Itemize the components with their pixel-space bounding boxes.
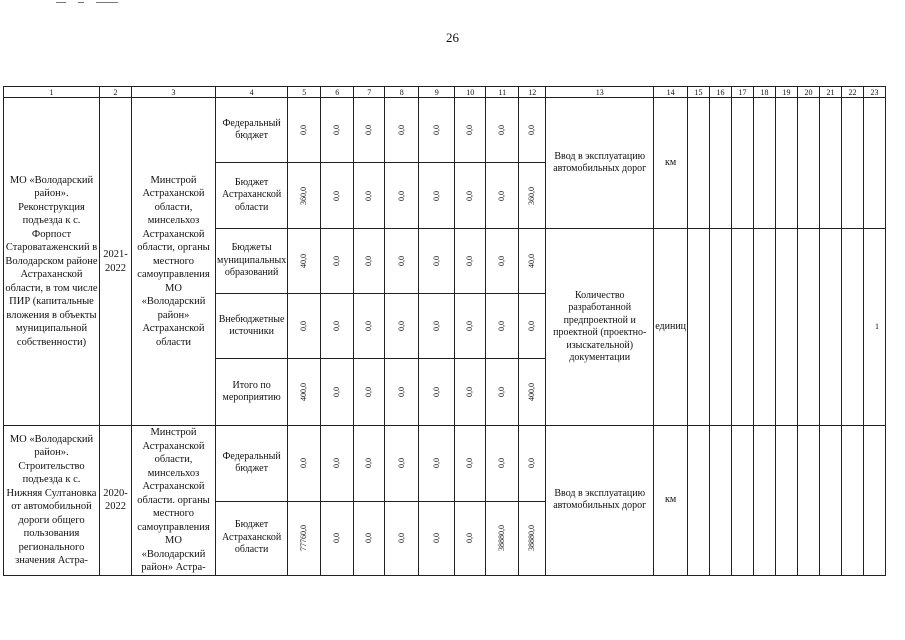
object-name-cell: МО «Володарский район». Строительство подъезда к с. Нижняя Султановка от автомобильной дороги общего пользования регионального значения Астра- [4,426,100,576]
value-cell: 400,0 [519,359,546,426]
column-number: 1 [4,87,100,98]
value-cell: 0,0 [354,294,385,359]
column-number: 12 [519,87,546,98]
empty-cell [754,229,776,426]
period-cell: 2020-2022 [100,426,132,576]
column-number: 18 [754,87,776,98]
value-cell: 0,0 [354,98,385,163]
empty-cell [710,98,732,229]
page-number: 26 [446,30,459,45]
value-cell: 0,0 [455,229,486,294]
column-number: 9 [419,87,455,98]
column-number: 14 [654,87,688,98]
indicator-value-cell [864,98,886,229]
value-cell: 0,0 [455,501,486,575]
value-cell: 400,0 [288,359,321,426]
value-cell: 0,0 [519,294,546,359]
value-cell: 0,0 [288,426,321,502]
indicator-unit-cell: км [654,98,688,229]
empty-cell [754,98,776,229]
value-cell: 0,0 [354,359,385,426]
value-cell: 0,0 [385,294,419,359]
column-number: 19 [776,87,798,98]
column-number: 13 [546,87,654,98]
value-cell: 0,0 [455,294,486,359]
empty-cell [776,229,798,426]
empty-cell [754,426,776,576]
value-cell: 0,0 [519,98,546,163]
value-cell: 0,0 [385,98,419,163]
value-cell: 40,0 [288,229,321,294]
empty-cell [710,426,732,576]
value-cell: 360,0 [288,163,321,229]
column-number: 21 [820,87,842,98]
value-cell: 0,0 [486,98,519,163]
empty-cell [798,426,820,576]
value-cell: 0,0 [321,98,354,163]
value-cell: 0,0 [455,426,486,502]
column-number: 8 [385,87,419,98]
funding-source-cell: Бюджет Астраханской области [216,163,288,229]
indicator-name-cell: Ввод в эксплуатацию автомобильных дорог [546,426,654,576]
value-cell: 0,0 [354,163,385,229]
column-number: 2 [100,87,132,98]
indicator-value-cell [864,426,886,576]
column-number: 16 [710,87,732,98]
column-number: 4 [216,87,288,98]
period-cell: 2021-2022 [100,98,132,426]
indicator-name-cell: Количество разработанной предпроектной и проектной (проектно-изыскательной) документации [546,229,654,426]
empty-cell [688,229,710,426]
empty-cell [776,98,798,229]
empty-cell [820,426,842,576]
value-cell: 38880,0 [519,501,546,575]
value-cell: 0,0 [321,229,354,294]
column-number: 7 [354,87,385,98]
value-cell: 360,0 [519,163,546,229]
value-cell: 0,0 [419,426,455,502]
indicator-unit-cell: единиц [654,229,688,426]
column-number: 23 [864,87,886,98]
value-cell: 0,0 [419,294,455,359]
funding-source-cell: Итого по мероприятию [216,359,288,426]
value-cell: 0,0 [288,98,321,163]
value-cell: 0,0 [486,426,519,502]
value-cell: 0,0 [321,501,354,575]
scan-marks [56,2,130,20]
indicator-value-cell: 1 [864,229,886,426]
column-number: 10 [455,87,486,98]
value-cell: 0,0 [419,229,455,294]
value-cell: 0,0 [455,359,486,426]
value-cell: 0,0 [419,163,455,229]
executor-cell: Минстрой Астраханской области, минсельхоз Астраханской области. органы местного самоуправления МО «Володарский район» Астра- [132,426,216,576]
value-cell: 0,0 [385,163,419,229]
value-cell: 0,0 [385,359,419,426]
column-number: 15 [688,87,710,98]
empty-cell [798,98,820,229]
empty-cell [688,98,710,229]
value-cell: 0,0 [321,426,354,502]
indicator-unit-cell: км [654,426,688,576]
indicator-name-cell: Ввод в эксплуатацию автомобильных дорог [546,98,654,229]
funding-source-cell: Федеральный бюджет [216,426,288,502]
empty-cell [820,98,842,229]
value-cell: 0,0 [455,163,486,229]
column-number: 11 [486,87,519,98]
value-cell: 0,0 [385,426,419,502]
value-cell: 0,0 [519,426,546,502]
value-cell: 0,0 [354,229,385,294]
column-number: 3 [132,87,216,98]
empty-cell [688,426,710,576]
funding-source-cell: Федеральный бюджет [216,98,288,163]
budget-table [3,86,886,576]
column-number: 22 [842,87,864,98]
empty-cell [842,229,864,426]
funding-source-cell: Бюджеты муниципальных образований [216,229,288,294]
empty-cell [732,98,754,229]
value-cell: 0,0 [321,294,354,359]
value-cell: 77760,0 [288,501,321,575]
executor-cell: Минстрой Астраханской области, минсельхоз Астраханской области, органы местного самоуправления МО «Володарский район» Астраханской области [132,98,216,426]
value-cell: 0,0 [455,98,486,163]
value-cell: 0,0 [419,98,455,163]
empty-cell [820,229,842,426]
table-row [4,426,886,502]
value-cell: 0,0 [354,501,385,575]
empty-cell [776,426,798,576]
column-number: 20 [798,87,820,98]
value-cell: 0,0 [486,163,519,229]
value-cell: 0,0 [419,501,455,575]
empty-cell [710,229,732,426]
value-cell: 0,0 [385,501,419,575]
value-cell: 38880,0 [486,501,519,575]
empty-cell [842,426,864,576]
empty-cell [842,98,864,229]
budget-table-wrapper [3,86,886,576]
empty-cell [798,229,820,426]
value-cell: 40,0 [519,229,546,294]
value-cell: 0,0 [486,229,519,294]
object-name-cell: МО «Володарский район». Реконструкция подъезда к с. Форпост Староватаженский в Володарском районе Астраханской области, в том числе ПИР (капитальные вложения в объекты муниципальной собственности) [4,98,100,426]
funding-source-cell: Внебюджетные источники [216,294,288,359]
column-number-row [4,87,886,98]
value-cell: 0,0 [321,163,354,229]
empty-cell [732,426,754,576]
value-cell: 0,0 [486,294,519,359]
table-row [4,98,886,163]
value-cell: 0,0 [486,359,519,426]
column-number: 5 [288,87,321,98]
column-number: 6 [321,87,354,98]
value-cell: 0,0 [288,294,321,359]
value-cell: 0,0 [321,359,354,426]
value-cell: 0,0 [385,229,419,294]
value-cell: 0,0 [419,359,455,426]
column-number: 17 [732,87,754,98]
funding-source-cell: Бюджет Астраханской области [216,501,288,575]
empty-cell [732,229,754,426]
value-cell: 0,0 [354,426,385,502]
